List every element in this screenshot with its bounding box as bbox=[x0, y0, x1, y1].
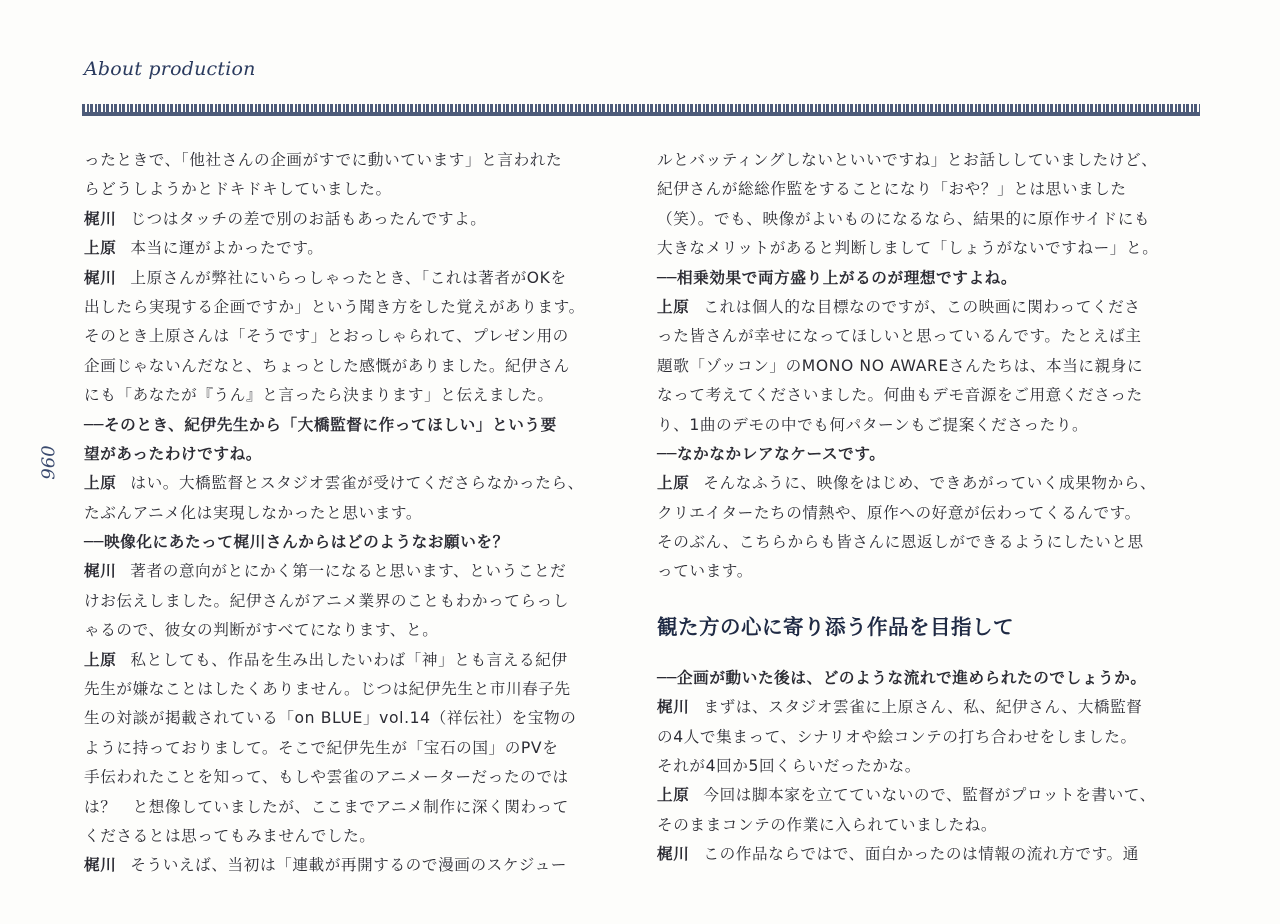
text-line bbox=[84, 528, 636, 557]
text-line bbox=[657, 723, 1202, 752]
text-line bbox=[84, 469, 636, 498]
speaker-name: 上原 bbox=[657, 786, 690, 805]
text-line bbox=[84, 763, 636, 792]
text-line bbox=[657, 264, 1202, 293]
text-line bbox=[657, 528, 1202, 557]
speaker-name: 梶川 bbox=[657, 698, 690, 717]
line-text: 上原さんが弊社にいらっしゃったとき、「これは著者がOKを bbox=[130, 268, 567, 287]
line-text: 望があったわけですね。 bbox=[84, 444, 262, 463]
text-line bbox=[657, 381, 1202, 410]
page-number: 096 bbox=[36, 445, 58, 480]
speaker-name: 上原 bbox=[84, 650, 117, 669]
text-line bbox=[84, 352, 636, 381]
line-text: 私としても、作品を生み出したいわば「神」とも言える紀伊 bbox=[130, 650, 568, 669]
speaker-name: 上原 bbox=[84, 474, 117, 493]
speaker-name: 梶川 bbox=[657, 845, 690, 864]
text-line bbox=[657, 352, 1202, 381]
text-line bbox=[84, 381, 636, 410]
line-text: なって考えてくださいました。何曲もデモ音源をご用意くださった bbox=[657, 386, 1143, 405]
line-text: はい。大橋監督とスタジオ雲雀が受けてくださらなかったら、 bbox=[130, 474, 584, 493]
text-line bbox=[657, 557, 1202, 586]
line-text: 紀伊さんが総総作監をすることになり「おや？」とは思いました bbox=[657, 180, 1127, 199]
line-text: ──そのとき、紀伊先生から「大橋監督に作ってほしい」という要 bbox=[84, 415, 557, 434]
text-line bbox=[657, 752, 1202, 781]
text-line bbox=[84, 734, 636, 763]
right-column bbox=[657, 146, 1202, 870]
text-line bbox=[84, 205, 636, 234]
section-heading: 観た方の心に寄り添う作品を目指して bbox=[657, 614, 1014, 639]
line-text: った皆さんが幸せになってほしいと思っているんです。たとえば主 bbox=[657, 327, 1142, 346]
text-line bbox=[657, 146, 1202, 175]
line-text: 著者の意向がとにかく第一になると思います、ということだ bbox=[130, 562, 567, 581]
line-text: 先生が嫌なことはしたくありません。じつは紀伊先生と市川春子先 bbox=[84, 680, 571, 699]
line-text: 今回は脚本家を立てていないので、監督がプロットを書いて、 bbox=[703, 786, 1156, 805]
text-line bbox=[84, 322, 636, 351]
text-line bbox=[657, 499, 1202, 528]
line-text: そのぶん、こちらからも皆さんに恩返しができるようにしたいと思 bbox=[657, 533, 1144, 552]
line-text: ──相乗効果で両方盛り上がるのが理想ですよね。 bbox=[657, 268, 1018, 287]
speaker-name: 梶川 bbox=[84, 562, 117, 581]
line-text: 企画じゃないんだなと、ちょっとした感慨がありました。紀伊さん bbox=[84, 356, 570, 375]
text-line bbox=[84, 851, 636, 880]
line-text: にも「あなたが『うん』と言ったら決まります」と伝えました。 bbox=[84, 386, 554, 405]
line-text: ゃるので、彼女の判断がすべてになります、と。 bbox=[84, 621, 439, 640]
line-text: 出したら実現する企画ですか」という聞き方をした覚えがあります。 bbox=[84, 297, 585, 316]
line-text: ルとバッティングしないといいですね」とお話ししていましたけど、 bbox=[657, 151, 1158, 169]
speaker-name: 上原 bbox=[657, 297, 690, 316]
text-line bbox=[657, 205, 1202, 234]
text-line bbox=[84, 675, 636, 704]
right-column-bottom-text bbox=[657, 664, 1202, 870]
line-text: そのままコンテの作業に入られていましたね。 bbox=[657, 815, 998, 834]
text-line bbox=[657, 664, 1202, 693]
decorative-divider bbox=[82, 104, 1200, 116]
text-line bbox=[84, 264, 636, 293]
line-text: 題歌「ゾッコン」のMONO NO AWAREさんたちは、本当に親身に bbox=[657, 356, 1144, 375]
line-text: の4人で集まって、シナリオや絵コンテの打ち合わせをしました。 bbox=[657, 727, 1137, 746]
line-text: 手伝われたことを知って、もしや雲雀のアニメーターだったのでは bbox=[84, 768, 569, 787]
text-line bbox=[84, 646, 636, 675]
text-line bbox=[657, 781, 1202, 810]
line-text: り、1曲のデモの中でも何パターンもご提案くださったり。 bbox=[657, 415, 1089, 434]
line-text: そのとき上原さんは「そうです」とおっしゃられて、プレゼン用の bbox=[84, 327, 569, 346]
line-text: ったときで、「他社さんの企画がすでに動いています」と言われた bbox=[84, 151, 563, 169]
line-text: 生の対談が掲載されている「on BLUE」vol.14（祥伝社）を宝物の bbox=[84, 709, 577, 728]
text-line bbox=[84, 499, 636, 528]
speaker-name: 梶川 bbox=[84, 209, 117, 228]
text-line bbox=[657, 411, 1202, 440]
left-column bbox=[84, 146, 636, 881]
text-line bbox=[84, 616, 636, 645]
line-text: ように持っておりまして。そこで紀伊先生が「宝石の国」のPVを bbox=[84, 738, 559, 757]
text-line bbox=[84, 175, 636, 204]
text-line bbox=[657, 811, 1202, 840]
line-text: まずは、スタジオ雲雀に上原さん、私、紀伊さん、大橋監督 bbox=[703, 698, 1143, 717]
text-line bbox=[657, 440, 1202, 469]
right-column-top-text bbox=[657, 146, 1202, 587]
line-text: 本当に運がよかったです。 bbox=[130, 239, 324, 258]
text-line bbox=[657, 234, 1202, 263]
text-line bbox=[84, 411, 636, 440]
line-text: じつはタッチの差で別のお話もあったんですよ。 bbox=[130, 209, 487, 228]
line-text: この作品ならではで、面白かったのは情報の流れ方です。通 bbox=[703, 845, 1139, 864]
line-text: クリエイターたちの情熱や、原作への好意が伝わってくるんです。 bbox=[657, 503, 1141, 522]
speaker-name: 上原 bbox=[657, 474, 690, 493]
line-text: そんなふうに、映像をはじめ、できあがっていく成果物から、 bbox=[703, 474, 1157, 493]
speaker-name: 梶川 bbox=[84, 268, 117, 287]
text-line bbox=[657, 840, 1202, 869]
text-line bbox=[84, 822, 636, 851]
text-line bbox=[84, 146, 636, 175]
text-line bbox=[84, 557, 636, 586]
line-text: 大きなメリットがあると判断しまして「しょうがないですねー」と。 bbox=[657, 239, 1159, 258]
line-text: ──なかなかレアなケースです。 bbox=[657, 444, 886, 463]
text-line bbox=[84, 704, 636, 733]
text-line bbox=[84, 234, 636, 263]
line-text: けお伝えしました。紀伊さんがアニメ業界のこともわかってらっし bbox=[84, 591, 570, 610]
line-text: これは個人的な目標なのですが、この映画に関わってくださ bbox=[703, 297, 1141, 316]
line-text: （笑）。でも、映像がよいものになるなら、結果的に原作サイドにも bbox=[657, 209, 1151, 228]
text-line bbox=[657, 693, 1202, 722]
line-text: らどうしようかとドキドキしていました。 bbox=[84, 180, 392, 199]
text-line bbox=[657, 293, 1202, 322]
line-text: は？ と想像していましたが、ここまでアニメ制作に深く関わって bbox=[84, 797, 569, 816]
line-text: たぶんアニメ化は実現しなかったと思います。 bbox=[84, 503, 423, 522]
text-line bbox=[84, 587, 636, 616]
line-text: そういえば、当初は「連載が再開するので漫画のスケジュー bbox=[130, 856, 567, 875]
text-line bbox=[657, 175, 1202, 204]
speaker-name: 梶川 bbox=[84, 856, 117, 875]
line-text: ──映像化にあたって梶川さんからはどのようなお願いを？ bbox=[84, 533, 509, 552]
line-text: ──企画が動いた後は、どのような流れで進められたのでしょうか。 bbox=[657, 668, 1147, 687]
text-line bbox=[657, 322, 1202, 351]
text-line bbox=[657, 469, 1202, 498]
speaker-name: 上原 bbox=[84, 239, 117, 258]
text-line bbox=[84, 793, 636, 822]
text-line bbox=[84, 440, 636, 469]
line-text: それが4回か5回くらいだったかな。 bbox=[657, 757, 921, 776]
line-text: っています。 bbox=[657, 562, 753, 581]
line-text: くださるとは思ってもみませんでした。 bbox=[84, 826, 376, 845]
text-line bbox=[84, 293, 636, 322]
section-title: About production bbox=[84, 58, 256, 80]
